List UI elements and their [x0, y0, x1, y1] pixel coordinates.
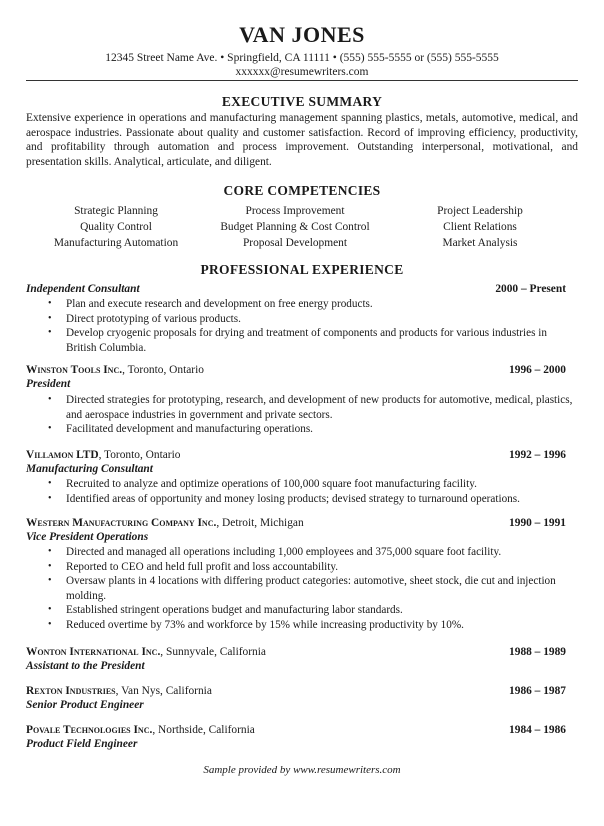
job-dates: 1990 – 1991	[509, 517, 566, 529]
job-location: , Van Nys, California	[115, 685, 212, 697]
summary-text: Extensive experience in operations and manufacturing management spanning plastics, metals, automotive, medical, and aerospace industries. Passionate about quality and customer satisfaction. Record of improving efficiency, productivity, and profitability through automation and process improvement. Outstanding interpersonal, motivational, and presentation skills. Analytical, articulate, and diligent.	[26, 112, 578, 168]
contact-address: 12345 Street Name Ave. • Springfield, CA 11111 • (555) 555-5555 or (555) 555-5555	[105, 52, 499, 64]
job-location: , Sunnyvale, California	[160, 646, 266, 658]
job-company: Winston Tools Inc.	[26, 364, 123, 376]
job-dates: 1986 – 1987	[509, 685, 566, 697]
job-company: Wonton International Inc.	[26, 646, 161, 658]
job-role: Independent Consultant	[26, 283, 140, 295]
competency-item: Process Improvement	[245, 205, 345, 217]
list-item: • Oversaw plants in 4 locations with differing product categories: automotive, sheet stock, die cut and injection molding.	[48, 574, 576, 603]
job-header	[26, 517, 578, 531]
competency-item: Budget Planning & Cost Control	[220, 221, 370, 233]
footer-credit: Sample provided by www.resumewriters.com	[203, 764, 401, 776]
competency-item: Manufacturing Automation	[53, 237, 179, 249]
job-bullets	[48, 477, 576, 506]
section-title-experience: PROFESSIONAL EXPERIENCE	[200, 262, 404, 277]
competency-item: Project Leadership	[437, 205, 523, 217]
competencies-column-1	[26, 203, 206, 251]
job-role: Product Field Engineer	[26, 738, 138, 750]
job-header	[26, 364, 578, 378]
job-role: Senior Product Engineer	[26, 699, 144, 711]
job-header	[26, 685, 578, 699]
list-item: • Reported to CEO and held full profit and loss accountability.	[48, 560, 576, 575]
job-company: Povale Technologies Inc.	[26, 724, 153, 736]
job-location: , Toronto, Ontario	[122, 364, 204, 376]
contact-email[interactable]: xxxxxx@resumewriters.com	[235, 66, 369, 78]
competency-item: Client Relations	[443, 221, 517, 233]
competency-item: Proposal Development	[242, 237, 348, 249]
job-bullets	[48, 393, 576, 437]
job-role: President	[26, 378, 71, 390]
job-dates: 1984 – 1986	[509, 724, 566, 736]
job-bullets	[48, 297, 576, 355]
competency-item: Quality Control	[80, 221, 152, 233]
list-item: • Directed strategies for prototyping, research, and development of new products for automotive, medical, plastics, and aerospace industries in government and private sectors.	[48, 393, 576, 422]
job-location: , Detroit, Michigan	[216, 517, 304, 529]
job-company: Villamon LTD	[26, 449, 99, 461]
job-dates: 1996 – 2000	[509, 364, 566, 376]
list-item: • Reduced overtime by 73% and workforce by 15% while increasing productivity by 10%.	[48, 618, 576, 633]
job-header	[26, 449, 578, 463]
competencies-column-3	[400, 203, 560, 251]
competency-item: Market Analysis	[442, 237, 518, 249]
job-location: , Toronto, Ontario	[98, 449, 181, 461]
section-title-summary: EXECUTIVE SUMMARY	[221, 94, 383, 109]
list-item: • Identified areas of opportunity and money losing products; devised strategy to turnaround operations.	[48, 492, 576, 507]
section-title-competencies: CORE COMPETENCIES	[223, 183, 381, 198]
list-item: • Develop cryogenic proposals for drying and treatment of components and products for various industries in British Columbia.	[48, 326, 576, 355]
job-header	[26, 283, 578, 297]
list-item: • Plan and execute research and development on free energy products.	[48, 297, 576, 312]
job-dates: 2000 – Present	[495, 283, 566, 295]
list-item: • Direct prototyping of various products.	[48, 312, 576, 327]
candidate-name: VAN JONES	[239, 22, 365, 47]
job-dates: 1988 – 1989	[509, 646, 566, 658]
list-item: • Established stringent operations budget and manufacturing labor standards.	[48, 603, 576, 618]
job-bullets	[48, 545, 576, 632]
job-location: , Northside, California	[152, 724, 255, 736]
job-dates: 1992 – 1996	[509, 449, 566, 461]
job-header	[26, 646, 578, 660]
header-divider	[26, 80, 578, 81]
competency-item: Strategic Planning	[74, 205, 158, 217]
list-item: • Facilitated development and manufacturing operations.	[48, 422, 576, 437]
competencies-column-2	[200, 203, 390, 251]
job-role: Manufacturing Consultant	[26, 463, 153, 475]
job-company: Western Manufacturing Company Inc.	[26, 517, 217, 529]
job-role: Vice President Operations	[26, 531, 149, 543]
job-header	[26, 724, 578, 738]
job-role: Assistant to the President	[26, 660, 145, 672]
job-company: Rexton Industries	[26, 685, 116, 697]
list-item: • Recruited to analyze and optimize operations of 100,000 square foot manufacturing facility.	[48, 477, 576, 492]
list-item: • Directed and managed all operations including 1,000 employees and 375,000 square foot facility.	[48, 545, 576, 560]
